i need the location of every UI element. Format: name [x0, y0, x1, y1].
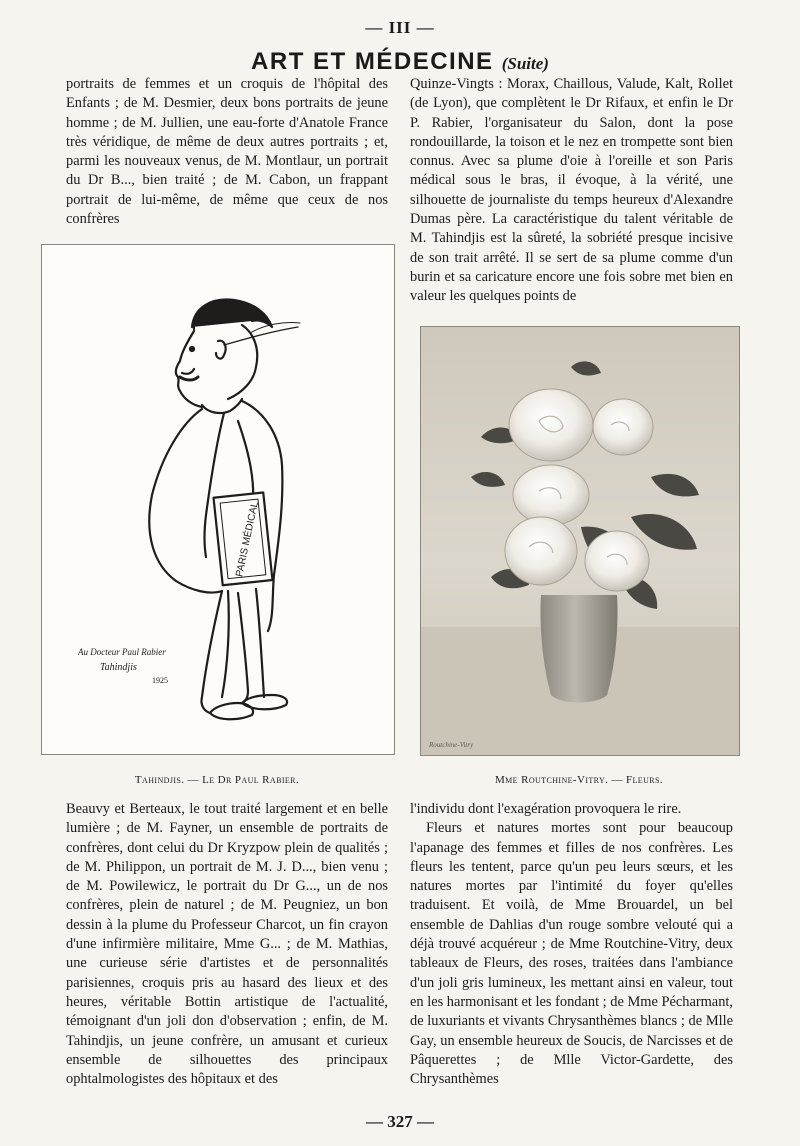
caption-caricature: Tahindjis. — Le Dr Paul Rabier.	[134, 774, 300, 786]
drawing-year: 1925	[152, 676, 168, 685]
column-right-bottom	[410, 800, 733, 1089]
page-number: — 327 —	[366, 1112, 434, 1131]
paragraph: Beauvy et Berteaux, le tout traité largement et en belle lumière ; de M. Fayner, un ensemble de portraits de confrères, dont celui du Dr Kryzpow plein de qualités ; de M. Philippon, un portrait de M. J. D..., bien venu ; de M. Powilewicz, le portrait du Dr G..., un de nos confrères, plein de naturel ; de M. Peugniez, un bon dessin à la plume du Professeur Charcot, un fin crayon d'une infirmière militaire, Mme G... ; de M. Mathias, une curieuse série d'artistes et de personnalités parisiennes, croquis pris au hasard des lieux et des heures, véritable Bottin artistique de l'actualité, témoignant d'un joli don d'observation ; enfin, de M. Tahindjis, un jeune confrère, un amusant et curieux ensemble de silhouettes des principaux ophtalmologistes des hôpitaux et des	[66, 801, 388, 1088]
paragraph: portraits de femmes et un croquis de l'hôpital des Enfants ; de M. Desmier, deux bons portraits de jeune homme ; de M. Jullien, une eau-forte d'Anatole France très véridique, de même de deux autres portraits ; et, parmi les nouveaux venus, de M. Montlaur, un portrait du Dr B..., bien traité ; de M. Cabon, un frappant portrait de lui-même, de même que ceux de nos confrères	[66, 76, 388, 228]
paragraph: Fleurs et natures mortes sont pour beaucoup l'apanage des femmes et filles de nos confrères. Les fleurs les tentent, parce qu'un peu leurs sœurs, et les natures mortes par l'intimité du foyer qu'elles traduisent. Et voilà, de Mme Brouardel, un bel ensemble de Dahlias d'un rouge sombre velouté qui a déjà trouvé acquéreur ; de Mme Routchine-Vitry, deux tableaux de Fleurs, des roses, traitées dans l'ambiance d'un joli gris lumineux, les mettant ainsi en valeur, tout en les harmonisant et les fondant ; de Mme Pécharmant, de luxuriants et vivants Chrysanthèmes blancs ; de Mlle Gay, un ensemble heureux de Soucis, de Narcisses et de Pâquerettes ; de Mlle Victor-Gardette, des Chrysanthèmes	[410, 820, 733, 1088]
caption-painting: Mme Routchine-Vitry. — Fleurs.	[494, 774, 664, 786]
roman-page-number: — III —	[365, 18, 435, 37]
column-left-top	[66, 75, 388, 229]
drawing-dedication: Au Docteur Paul Rabier	[78, 647, 166, 657]
paragraph: l'individu dont l'exagération provoquera le rire.	[410, 801, 682, 817]
article-title-suffix: (Suite)	[501, 54, 549, 73]
column-left-bottom	[66, 800, 388, 1089]
article-title-main: ART ET MÉDECINE	[251, 48, 494, 75]
caricature-drawing	[42, 245, 394, 754]
flower-painting	[421, 327, 739, 755]
painting-signature: Routchine-Vitry	[429, 741, 474, 749]
flower-painting-figure	[420, 326, 740, 756]
article-title	[0, 48, 800, 76]
caricature-figure	[41, 244, 395, 755]
column-right-top	[410, 75, 733, 307]
book-label: PARIS MÉDICAL	[234, 500, 261, 578]
paragraph: Quinze-Vingts : Morax, Chaillous, Valude, Kalt, Rollet (de Lyon), que complètent le Dr Rifaux, et enfin le Dr P. Rabier, l'organisateur du Salon, dont la pose rondouillarde, la toison et le nez en trompette sont bien connus. Avec sa plume d'oie à l'oreille et son Paris médical sous le bras, il évoque, à la vérité, une silhouette de journaliste du temps heureux d'Alexandre Dumas père. La caractéristique du talent véritable de M. Tahindjis est la sûreté, la sobriété presque incisive de son trait arrêté. Il se sert de sa plume comme d'un burin et sa caricature encore une fois sobre met bien en valeur les quelques points de	[410, 76, 733, 305]
drawing-signature: Tahindjis	[100, 662, 137, 673]
